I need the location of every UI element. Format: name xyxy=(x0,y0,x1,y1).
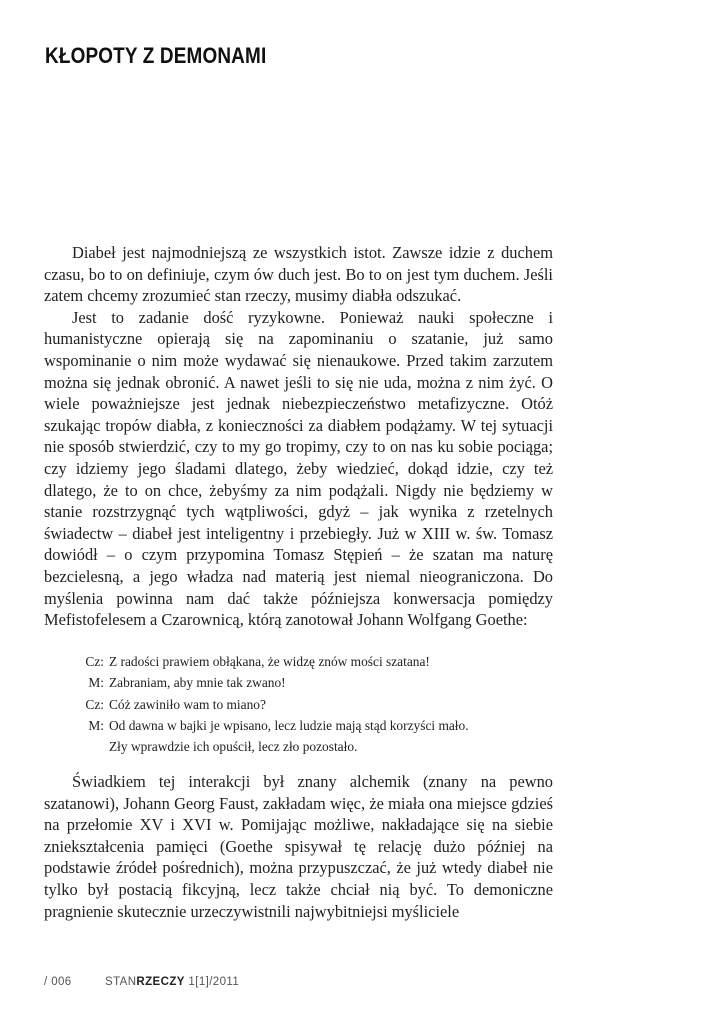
dialogue-line xyxy=(74,715,544,736)
dialogue-text: Cóż zawiniło wam to miano? xyxy=(109,696,266,712)
article-body-top xyxy=(44,242,553,631)
magazine-name-bold: RZECZY xyxy=(136,976,185,988)
dialogue-text: Z radości prawiem obłąkana, że widzę znów mości szatana! xyxy=(109,654,430,669)
issue-number: 1[1]/2011 xyxy=(184,976,240,988)
paragraph: Świadkiem tej interakcji był znany alchemik (znany na pewno szatanowi), Johann Georg Faust, zakładam więc, że miała ona miejsce gdzieś na przełomie XV i XVI w. Pomijając możliwe, nakładające się na siebie zniekształcenia pamięci (Goethe spisywał tę relację dużo później na podstawie źródeł pośrednich), można przypuszczać, że już wtedy diabeł nie tylko był postacią fikcyjną, lecz także chciał nią być. To demoniczne pragnienie skutecznie urzeczywistnili najwybitniejsi myśliciele xyxy=(44,772,553,921)
page-number: / 006 xyxy=(44,976,72,988)
dialogue-line xyxy=(74,651,544,672)
magazine-name-prefix: STAN xyxy=(105,976,137,988)
dialogue-speaker: Cz: xyxy=(85,654,104,669)
dialogue-speaker: M: xyxy=(88,717,104,733)
quoted-dialogue xyxy=(74,651,544,757)
dialogue-speaker xyxy=(74,736,109,757)
dialogue-line xyxy=(74,694,544,715)
magazine-issue xyxy=(105,976,239,988)
dialogue-line xyxy=(74,672,544,693)
paragraph: Jest to zadanie dość ryzykowne. Ponieważ nauki społeczne i humanistyczne opierają się na zapominaniu o szatanie, już samo wspominanie o nim może wydawać się nienaukowe. Przed takim zarzutem można się jednak obronić. A nawet jeśli to się nie uda, można z nim żyć. O wiele poważniejsze jest jednak niebezpieczeństwo metafizyczne. Otóż szukając tropów diabła, z konieczności za diabłem podążamy. W tej sytuacji nie sposób stwierdzić, czy to my go tropimy, czy to on nas ku sobie pociąga; czy idziemy jego śladami dlatego, żeby wiedzieć, dokąd idzie, czy też dlatego, że to on chce, żebyśmy za nim podążali. Nigdy nie będziemy w stanie rozstrzygnąć tych wątpliwości, gdyż – jak wynika z rzetelnych świadectw – diabeł jest inteligentny i przebiegły. Już w XIII w. św. Tomasz dowiódł – o czym przypomina Tomasz Stępień – że szatan ma naturę bezcielesną, a jego władza nad materią jest niemal nieograniczona. Do myślenia powinna nam dać także późniejsza konwersacja pomiędzy Mefistofelesem a Czarownicą, którą zanotował Johann Wolfgang Goethe: xyxy=(44,307,553,630)
dialogue-speaker: M: xyxy=(88,675,104,691)
dialogue-text: Zabraniam, aby mnie tak zwano! xyxy=(109,675,286,691)
paragraph: Diabeł jest najmodniejszą ze wszystkich istot. Zawsze idzie z duchem czasu, bo to on definiuje, czym ów duch jest. Bo to on jest tym duchem. Jeśli zatem chcemy zrozumieć stan rzeczy, musimy diabła odszukać. xyxy=(44,243,553,306)
article-title: KŁOPOTY Z DEMONAMI xyxy=(45,43,267,68)
dialogue-speaker: Cz: xyxy=(85,696,104,712)
dialogue-text: Zły wprawdzie ich opuścił, lecz zło pozostało. xyxy=(109,739,358,755)
dialogue-text: Od dawna w bajki je wpisano, lecz ludzie mają stąd korzyści mało. xyxy=(109,717,469,733)
dialogue-line xyxy=(74,736,544,757)
article-body-bottom xyxy=(44,771,553,922)
